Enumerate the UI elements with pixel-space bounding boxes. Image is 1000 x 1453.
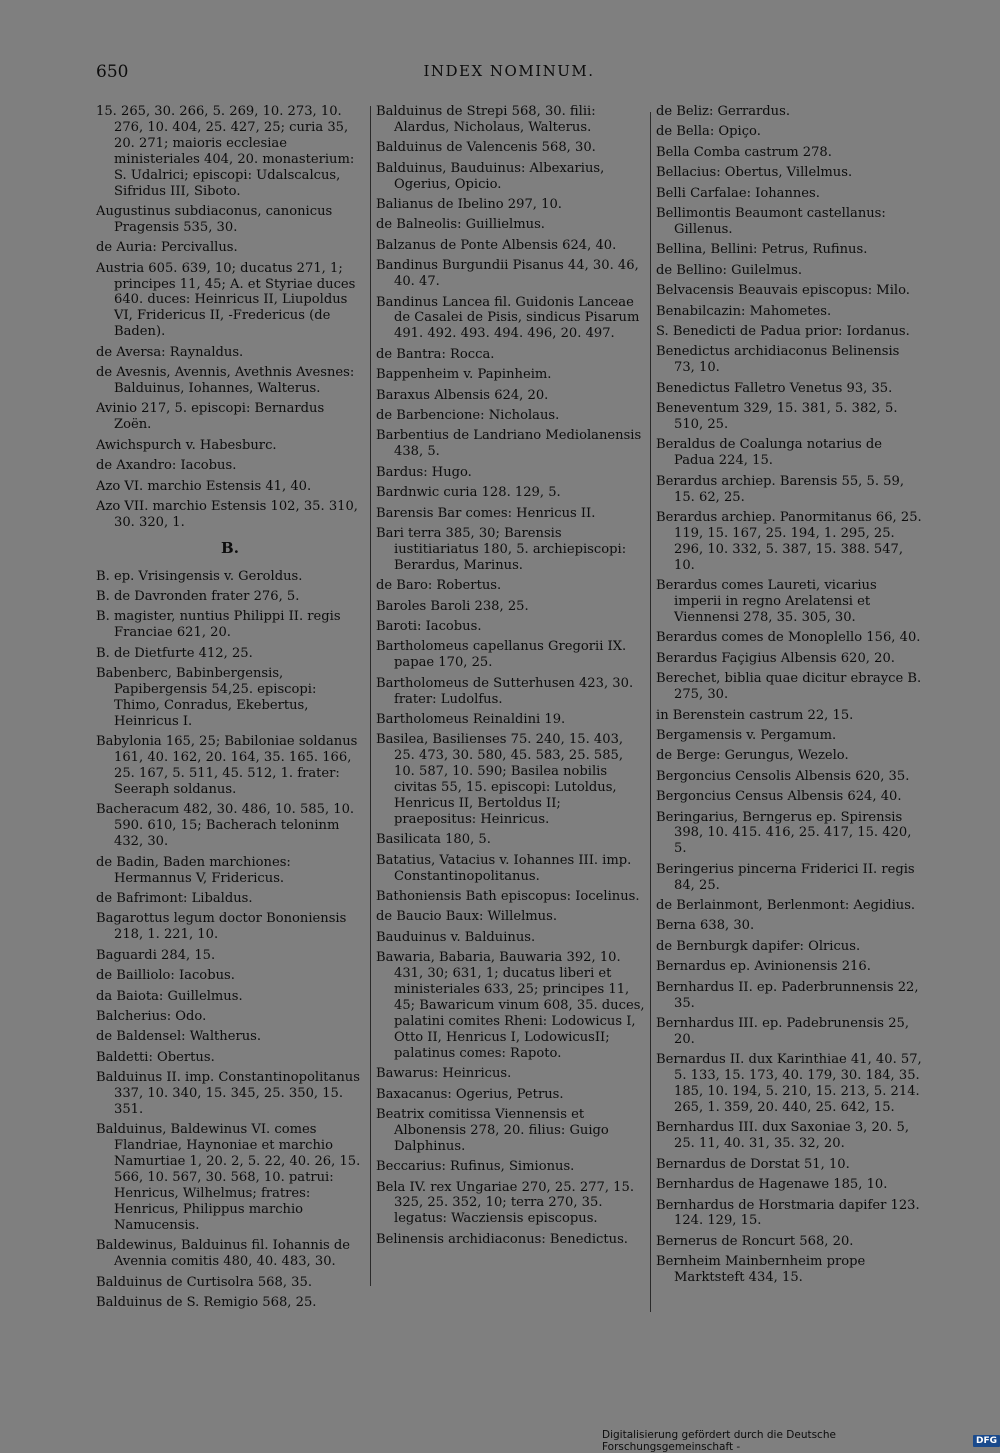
- index-entry: Bartholomeus Reinaldini 19.: [376, 712, 566, 727]
- index-entry: Berardus archiep. Barensis 55, 5. 59, 15. 62, 25.: [656, 473, 904, 505]
- index-entry: de Berlainmont, Berlenmont: Aegidius.: [656, 898, 916, 914]
- index-column-1: [96, 104, 364, 1315]
- index-entry: Bawaria, Babaria, Bauwaria 392, 10. 431, 30; 631, 1; ducatus liberi et ministeriales 633, 25; principes 11, 45; Bawaricum vinum 608, 35. duces, palatini comites Rheni: Lodowicus I, Otto II, Henricus I, LodowicusII; palatinus comes: Rapoto.: [376, 950, 645, 1061]
- page-number: 650: [96, 62, 129, 82]
- index-entry: Balduinus de Valencenis 568, 30.: [376, 140, 596, 156]
- index-entry: Basilicata 180, 5.: [376, 832, 491, 848]
- index-entry: B. magister, nuntius Philippi II. regis Franciae 621, 20.: [96, 609, 341, 641]
- index-entry: Bellimontis Beaumont castellanus: Gillenus.: [656, 206, 886, 237]
- index-entry: Bernhardus III. dux Saxoniae 3, 20. 5, 25. 11, 40. 31, 35. 32, 20.: [656, 1120, 909, 1152]
- index-entry: Batatius, Vatacius v. Iohannes III. imp. Constantinopolitanus.: [376, 852, 632, 884]
- index-entry: Baxacanus: Ogerius, Petrus.: [376, 1086, 564, 1102]
- index-entry: Berardus comes de Monoplello 156, 40.: [656, 630, 921, 646]
- index-entry: Barensis Bar comes: Henricus II.: [376, 505, 596, 521]
- index-entry: Baraxus Albensis 624, 20.: [376, 387, 549, 403]
- index-entry: Balianus de Ibelino 297, 10.: [376, 197, 562, 213]
- index-entry: Berardus comes Laureti, vicarius imperii in regno Arelatensi et Viennensi 278, 35. 305, 30.: [656, 578, 877, 625]
- index-entry: B. ep. Vrisingensis v. Geroldus.: [96, 568, 303, 584]
- index-entry: Bauduinus v. Balduinus.: [376, 929, 536, 945]
- index-entry: Basilea, Basilienses 75. 240, 15. 403, 25. 473, 30. 580, 45. 583, 25. 585, 10. 587, 10. 590; Basilea nobilis civitas 55, 15. episcopi: Lutoldus, Henricus II, Bertoldus II; praepositus: Heinricus.: [376, 732, 624, 827]
- index-entry: de Aversa: Raynaldus.: [96, 344, 244, 360]
- index-entry: Balduinus de Curtisolra 568, 35.: [96, 1274, 312, 1290]
- index-entry: in Berenstein castrum 22, 15.: [656, 707, 854, 723]
- index-entry: de Beliz: Gerrardus.: [656, 104, 790, 119]
- index-entry: Bernardus de Dorstat 51, 10.: [656, 1156, 850, 1172]
- index-entry: Benabilcazin: Mahometes.: [656, 303, 832, 319]
- index-entry: de Auria: Percivallus.: [96, 240, 238, 256]
- index-entry: Baroles Baroli 238, 25.: [376, 598, 529, 614]
- index-entry: Bergoncius Census Albensis 624, 40.: [656, 789, 902, 805]
- column-divider: [650, 112, 651, 1312]
- index-entry: Beraldus de Coalunga notarius de Padua 224, 15.: [656, 437, 883, 469]
- index-entry: Austria 605. 639, 10; ducatus 271, 1; principes 11, 45; A. et Styriae duces 640. duces: Heinricus II, Liupoldus VI, Fridericus II, -Fredericus (de Baden).: [96, 260, 356, 340]
- index-entry: Bellacius: Obertus, Villelmus.: [656, 165, 853, 181]
- index-entry: Beatrix comitissa Viennensis et Albonensis 278, 20. filius: Guigo Dalphinus.: [376, 1106, 609, 1154]
- index-entry: Balcherius: Odo.: [96, 1008, 207, 1024]
- index-entry: de Badin, Baden marchiones: Hermannus V, Fridericus.: [96, 854, 291, 886]
- index-entry: Bartholomeus de Sutterhusen 423, 30. frater: Ludolfus.: [376, 675, 634, 707]
- index-entry: Avinio 217, 5. episcopi: Bernardus Zoën.: [96, 401, 325, 433]
- index-entry: de Bafrimont: Libaldus.: [96, 890, 253, 906]
- index-entry: Augustinus subdiaconus, canonicus Pragensis 535, 30.: [96, 203, 333, 235]
- index-entry: Benedictus archidiaconus Belinensis 73, 10.: [656, 344, 900, 376]
- index-entry: Bappenheim v. Papinheim.: [376, 367, 552, 383]
- index-entry: de Baldensel: Waltherus.: [96, 1029, 262, 1045]
- index-entry: de Baro: Robertus.: [376, 578, 502, 594]
- index-entry: de Balneolis: Guillielmus.: [376, 217, 545, 233]
- index-entry: Benedictus Falletro Venetus 93, 35.: [656, 380, 893, 396]
- index-entry: Azo VI. marchio Estensis 41, 40.: [96, 478, 312, 494]
- running-head: INDEX NOMINUM.: [423, 62, 595, 80]
- index-entry: Baroti: Iacobus.: [376, 618, 482, 634]
- index-entry: Balduinus, Bauduinus: Albexarius, Ogerius, Opicio.: [376, 160, 605, 192]
- index-entry: Barbentius de Landriano Mediolanensis 438, 5.: [376, 428, 642, 460]
- index-entry: Belli Carfalae: Iohannes.: [656, 185, 820, 201]
- index-entry: Baldetti: Obertus.: [96, 1049, 215, 1065]
- index-column-3: [656, 104, 924, 1291]
- index-entry: de Barbencione: Nicholaus.: [376, 408, 560, 423]
- index-entry: Babylonia 165, 25; Babiloniae soldanus 161, 40. 162, 20. 164, 35. 165. 166, 25. 167, 5. 511, 45. 512, 1. frater: Seeraph soldanus.: [96, 734, 358, 798]
- index-entry: Balduinus de S. Remigio 568, 25.: [96, 1294, 317, 1310]
- index-entry: de Avesnis, Avennis, Avethnis Avesnes: Balduinus, Iohannes, Walterus.: [96, 365, 355, 396]
- index-entry: de Bernburgk dapifer: Olricus.: [656, 938, 861, 954]
- index-entry: de Bella: Opiço.: [656, 124, 761, 140]
- index-entry: Bernardus II. dux Karinthiae 41, 40. 57, 5. 133, 15. 173, 40. 179, 30. 184, 35. 185, 10. 194, 5. 210, 15. 213, 5. 214. 265, 1. 359, 20. 440, 25. 642, 15.: [656, 1052, 922, 1116]
- index-entry: Bandinus Lancea fil. Guidonis Lanceae de Casalei de Pisis, sindicus Pisarum 491. 492. 493. 494. 496, 20. 497.: [376, 294, 640, 342]
- index-entry: Bergoncius Censolis Albensis 620, 35.: [656, 768, 910, 784]
- index-entry: Balzanus de Ponte Albensis 624, 40.: [376, 237, 617, 253]
- index-entry: Bernerus de Roncurt 568, 20.: [656, 1233, 854, 1249]
- index-entry: Bari terra 385, 30; Barensis iustitiariatus 180, 5. archiepiscopi: Berardus, Marinus.: [376, 525, 627, 573]
- footer-text: Digitalisierung gefördert durch die Deutsche Forschungsgemeinschaft -: [602, 1428, 836, 1453]
- digitization-footer: [602, 1428, 1000, 1453]
- index-entry: Bandinus Burgundii Pisanus 44, 30. 46, 40. 47.: [376, 258, 639, 290]
- index-entry: Bacheracum 482, 30. 486, 10. 585, 10. 590. 610, 15; Bacherach teloninm 432, 30.: [96, 802, 355, 850]
- index-entry: de Bellino: Guilelmus.: [656, 262, 803, 278]
- index-entry: de Berge: Gerungus, Wezelo.: [656, 748, 849, 764]
- index-entry: S. Benedicti de Padua prior: Iordanus.: [656, 323, 910, 339]
- index-entry: Beneventum 329, 15. 381, 5. 382, 5. 510, 25.: [656, 401, 898, 432]
- index-entry: Bellina, Bellini: Petrus, Rufinus.: [656, 242, 868, 258]
- index-entry: Bernheim Mainbernheim prope Marktsteft 434, 15.: [656, 1254, 866, 1286]
- column-divider: [370, 106, 371, 1286]
- index-entry: Bernhardus II. ep. Paderbrunnensis 22, 35.: [656, 979, 919, 1011]
- index-entry: Bella Comba castrum 278.: [656, 144, 832, 160]
- section-letter: B.: [221, 538, 239, 557]
- index-entry: de Bailliolo: Iacobus.: [96, 968, 235, 984]
- index-entry: Bawarus: Heinricus.: [376, 1066, 512, 1082]
- index-entry: Berna 638, 30.: [656, 918, 755, 934]
- index-entry: Balduinus, Baldewinus VI. comes Flandriae, Haynoniae et marchio Namurtiae 1, 20. 2, 5. 22, 40. 26, 15. 566, 10. 567, 30. 568, 10. patrui: Henricus, Wilhelmus; fratres: Henricus, Philippus marchio Namucensis.: [96, 1122, 361, 1233]
- index-entry: Awichspurch v. Habesburc.: [96, 437, 277, 453]
- index-entry: Bartholomeus capellanus Gregorii IX. papae 170, 25.: [376, 639, 627, 671]
- index-entry: Azo VII. marchio Estensis 102, 35. 310, 30. 320, 1.: [96, 498, 358, 530]
- index-column-2: [376, 104, 646, 1252]
- index-entry: B. de Dietfurte 412, 25.: [96, 645, 253, 661]
- index-entry: Bernhardus de Horstmaria dapifer 123. 124. 129, 15.: [656, 1197, 920, 1229]
- index-entry: Bergamensis v. Pergamum.: [656, 727, 837, 743]
- index-entry: Berardus archiep. Panormitanus 66, 25. 119, 15. 167, 25. 194, 1. 295, 25. 296, 10. 332, 5. 387, 15. 388. 547, 10.: [656, 510, 922, 573]
- index-entry: Baguardi 284, 15.: [96, 947, 216, 963]
- index-entry: Balduinus de Strepi 568, 30. filii: Alardus, Nicholaus, Walterus.: [376, 104, 596, 135]
- dfg-logo: DFG: [973, 1435, 1000, 1447]
- index-entry: Bardus: Hugo.: [376, 464, 472, 480]
- index-entry: de Bantra: Rocca.: [376, 346, 495, 362]
- index-entry: de Baucio Baux: Willelmus.: [376, 909, 557, 925]
- index-entry: Bernardus ep. Avinionensis 216.: [656, 959, 871, 975]
- index-entry: Beccarius: Rufinus, Simionus.: [376, 1159, 575, 1175]
- index-entry: Bernhardus de Hagenawe 185, 10.: [656, 1177, 888, 1193]
- index-entry: da Baiota: Guillelmus.: [96, 988, 243, 1004]
- index-entry: Balduinus II. imp. Constantinopolitanus 337, 10. 340, 15. 345, 25. 350, 15. 351.: [96, 1070, 360, 1117]
- index-entry: Berechet, biblia quae dicitur ebrayce B. 275, 30.: [656, 671, 922, 703]
- index-entry: Bela IV. rex Ungariae 270, 25. 277, 15. 325, 25. 352, 10; terra 270, 35. legatus: Wacziensis episcopus.: [376, 1179, 635, 1227]
- index-entry: Berardus Façigius Albensis 620, 20.: [656, 650, 895, 666]
- index-entry: Belvacensis Beauvais episcopus: Milo.: [656, 283, 910, 299]
- index-entry: Bernhardus III. ep. Padebrunensis 25, 20.: [656, 1016, 910, 1047]
- index-entry: Beringerius pincerna Friderici II. regis 84, 25.: [656, 861, 915, 893]
- index-entry: Belinensis archidiaconus: Benedictus.: [376, 1231, 628, 1247]
- index-entry: Baldewinus, Balduinus fil. Iohannis de Avennia comitis 480, 40. 483, 30.: [96, 1238, 351, 1270]
- index-entry: Beringarius, Berngerus ep. Spirensis 398, 10. 415. 416, 25. 417, 15. 420, 5.: [656, 809, 912, 857]
- index-entry: de Axandro: Iacobus.: [96, 458, 237, 474]
- index-entry: 15. 265, 30. 266, 5. 269, 10. 273, 10. 276, 10. 404, 25. 427, 25; curia 35, 20. 271; maioris ecclesiae ministeriales 404, 20. monasterium: S. Udalrici; episcopi: Udalscalcus, Sifridus III, Siboto.: [96, 104, 355, 199]
- index-entry: B. de Davronden frater 276, 5.: [96, 589, 300, 605]
- index-entry: Bathoniensis Bath episcopus: Iocelinus.: [376, 889, 640, 905]
- index-entry: Babenberc, Babinbergensis, Papibergensis 54,25. episcopi: Thimo, Conradus, Ekebertus, Heinricus I.: [96, 666, 317, 729]
- index-entry: Bardnwic curia 128. 129, 5.: [376, 485, 561, 501]
- page-header: [96, 62, 922, 88]
- index-entry: Bagarottus legum doctor Bononiensis 218, 1. 221, 10.: [96, 911, 347, 943]
